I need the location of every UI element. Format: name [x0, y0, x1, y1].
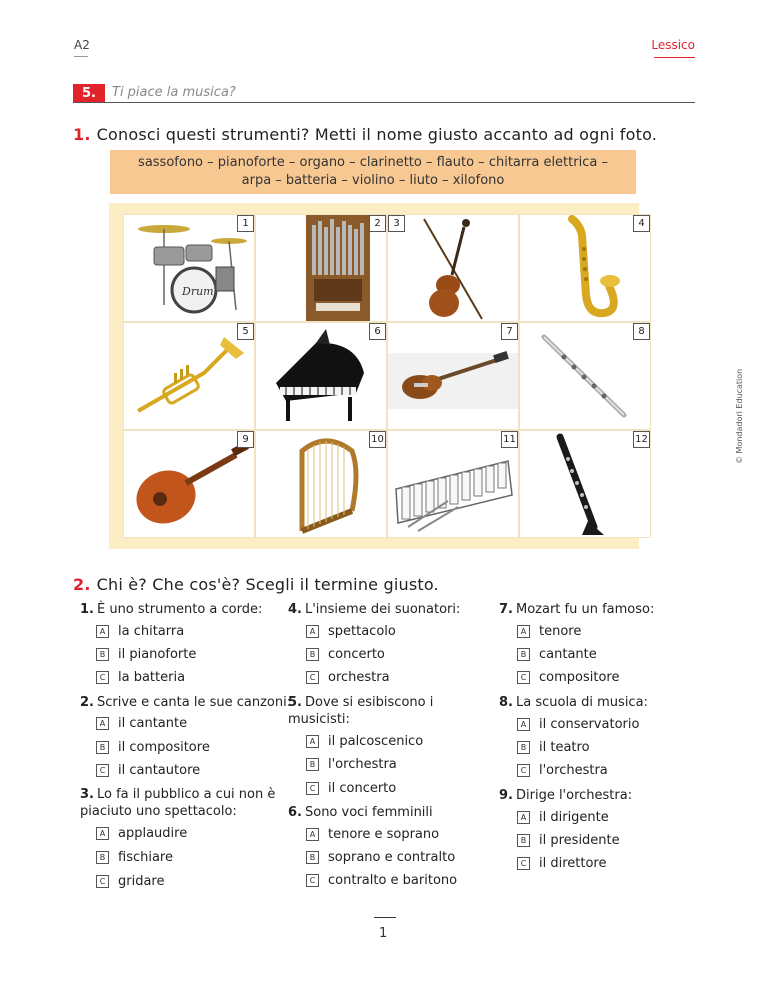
- photo-number-3: 3: [388, 215, 405, 232]
- exercise2-instruction: Chi è? Che cos'è? Scegli il termine giusto.: [96, 575, 439, 594]
- option-1c[interactable]: C la batteria: [96, 670, 185, 685]
- option-2b[interactable]: B il compositore: [96, 740, 210, 755]
- option-2c[interactable]: C il cantautore: [96, 763, 200, 778]
- photo-grid: [109, 203, 648, 549]
- photo-number-12: 12: [633, 431, 650, 448]
- option-9a[interactable]: A il dirigente: [517, 810, 609, 825]
- photo-number-6: 6: [369, 323, 386, 340]
- photo-clarinet: [519, 430, 651, 538]
- violin-icon: [388, 215, 519, 322]
- lute-icon: [124, 431, 255, 538]
- option-1b[interactable]: B il pianoforte: [96, 647, 196, 662]
- level-underline: [74, 56, 88, 57]
- option-3b[interactable]: B fischiare: [96, 850, 173, 865]
- photo-electric-guitar: [387, 322, 519, 430]
- svg-text:Drum: Drum: [182, 285, 214, 298]
- option-4c[interactable]: C orchestra: [306, 670, 390, 685]
- photo-number-7: 7: [501, 323, 518, 340]
- word-bank-line-2: arpa – batteria – violino – liuto – xilofono: [241, 173, 505, 188]
- photo-saxophone: [519, 214, 651, 322]
- photo-violin: [387, 214, 519, 322]
- exercise1-number: 1.: [73, 125, 91, 144]
- option-5b[interactable]: B l'orchestra: [306, 757, 397, 772]
- photo-organ: [255, 214, 387, 322]
- photo-xylophone: [387, 430, 519, 538]
- section-underline: [654, 57, 695, 58]
- organ-icon: [256, 215, 387, 322]
- photo-number-1: 1: [237, 215, 254, 232]
- option-7c[interactable]: C compositore: [517, 670, 619, 685]
- exercise2-heading: [73, 575, 439, 594]
- question-4: 4. L'insieme dei suonatori:: [288, 602, 461, 617]
- option-4a[interactable]: A spettacolo: [306, 624, 396, 639]
- photo-number-4: 4: [633, 215, 650, 232]
- question-1: 1. È uno strumento a corde:: [80, 602, 263, 617]
- option-7a[interactable]: A tenore: [517, 624, 581, 639]
- word-bank: [110, 150, 636, 194]
- exercise1-instruction: Conosci questi strumenti? Metti il nome giusto accanto ad ogni foto.: [96, 125, 658, 144]
- option-3a[interactable]: A applaudire: [96, 826, 187, 841]
- photo-trumpet: [123, 322, 255, 430]
- option-9c[interactable]: C il direttore: [517, 856, 606, 871]
- harp-icon: [256, 431, 387, 538]
- question-2: 2. Scrive e canta le sue canzoni:: [80, 695, 292, 710]
- level-label: A2: [74, 38, 90, 52]
- xylophone-icon: [388, 431, 519, 538]
- clarinet-icon: [520, 431, 651, 538]
- question-6: 6. Sono voci femminili: [288, 805, 433, 820]
- photo-number-11: 11: [501, 431, 518, 448]
- flute-icon: [520, 323, 651, 430]
- page-number-rule: [374, 917, 396, 918]
- photo-harp: [255, 430, 387, 538]
- question-3: 3. Lo fa il pubblico a cui non è piaciuto uno spettacolo:: [80, 787, 276, 819]
- unit-number: 5.: [73, 84, 105, 103]
- unit-rule: [73, 102, 695, 103]
- copyright-note: © Mondadori Education: [735, 368, 744, 464]
- section-label: Lessico: [651, 38, 695, 52]
- option-5a[interactable]: A il palcoscenico: [306, 734, 423, 749]
- photo-flute: [519, 322, 651, 430]
- option-7b[interactable]: B cantante: [517, 647, 597, 662]
- option-4b[interactable]: B concerto: [306, 647, 385, 662]
- photo-number-8: 8: [633, 323, 650, 340]
- photo-number-9: 9: [237, 431, 254, 448]
- saxophone-icon: [520, 215, 651, 322]
- option-8a[interactable]: A il conservatorio: [517, 717, 639, 732]
- exercise1-heading: [73, 125, 657, 144]
- photo-number-10: 10: [369, 431, 386, 448]
- question-9: 9. Dirige l'orchestra:: [499, 788, 633, 803]
- option-8b[interactable]: B il teatro: [517, 740, 590, 755]
- photo-number-2: 2: [369, 215, 386, 232]
- question-7: 7. Mozart fu un famoso:: [499, 602, 655, 617]
- word-bank-line-1: sassofono – pianoforte – organo – clarinetto – flauto – chitarra elettrica –: [138, 155, 608, 170]
- question-5: 5. Dove si esibiscono i musicisti:: [288, 695, 434, 727]
- page-number: 1: [379, 926, 388, 941]
- unit-title: Ti piace la musica?: [112, 85, 236, 100]
- option-1a[interactable]: A la chitarra: [96, 624, 184, 639]
- photo-number-5: 5: [237, 323, 254, 340]
- photo-lute: [123, 430, 255, 538]
- option-5c[interactable]: C il concerto: [306, 781, 396, 796]
- trumpet-icon: [124, 323, 255, 430]
- question-8: 8. La scuola di musica:: [499, 695, 648, 710]
- photo-drums: [123, 214, 255, 322]
- photo-piano: [255, 322, 387, 430]
- exercise2-number: 2.: [73, 575, 91, 594]
- option-6c[interactable]: C contralto e baritono: [306, 873, 457, 888]
- option-6a[interactable]: A tenore e soprano: [306, 827, 439, 842]
- option-9b[interactable]: B il presidente: [517, 833, 620, 848]
- option-8c[interactable]: C l'orchestra: [517, 763, 608, 778]
- grand-piano-icon: [256, 323, 387, 430]
- option-3c[interactable]: C gridare: [96, 874, 164, 889]
- drum-kit-icon: [124, 215, 255, 322]
- option-6b[interactable]: B soprano e contralto: [306, 850, 455, 865]
- option-2a[interactable]: A il cantante: [96, 716, 187, 731]
- electric-guitar-icon: [388, 323, 519, 430]
